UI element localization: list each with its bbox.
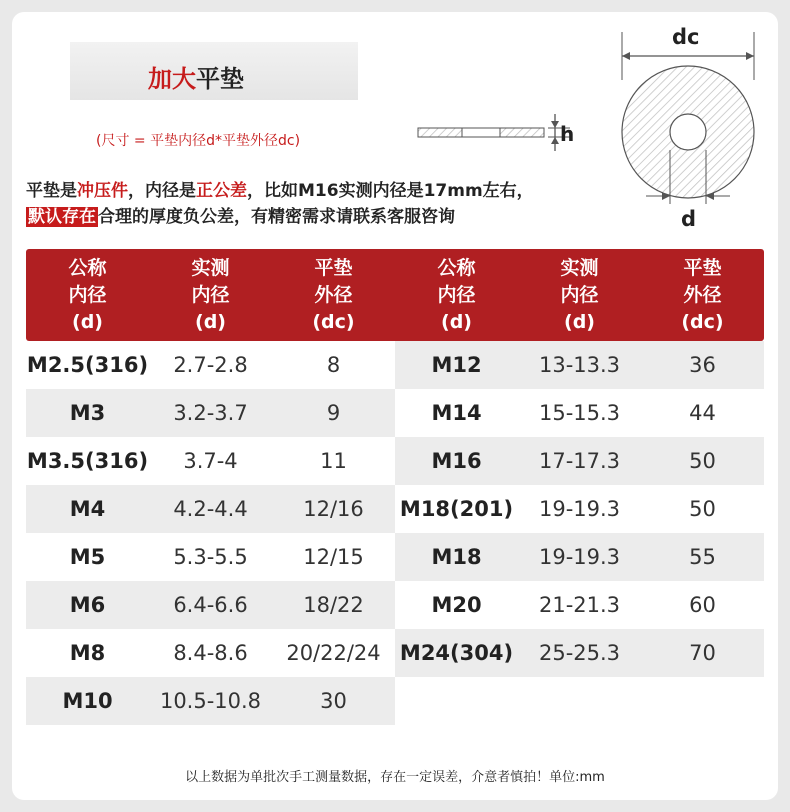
table-header bbox=[26, 249, 764, 341]
header-nominal-inner-left: 公称 内径 (d) bbox=[68, 256, 107, 333]
nominal-size-cell: M3.5(316) bbox=[26, 449, 149, 473]
header-outer-left: 平垫 外径 (dc) bbox=[312, 256, 355, 333]
measured-inner-cell: 13-13.3 bbox=[538, 353, 621, 377]
nominal-size-cell: M16 bbox=[431, 449, 482, 473]
outer-diameter-cell: 12/16 bbox=[303, 497, 364, 521]
measured-inner-cell: 17-17.3 bbox=[538, 449, 621, 473]
measured-inner-cell: 25-25.3 bbox=[538, 641, 621, 665]
washer-top-view bbox=[622, 25, 754, 231]
table-row bbox=[395, 533, 764, 581]
measured-inner-cell: 15-15.3 bbox=[538, 401, 621, 425]
nominal-size-cell: M12 bbox=[431, 353, 482, 377]
table-row bbox=[395, 629, 764, 677]
nominal-size-cell: M2.5(316) bbox=[26, 353, 149, 377]
table-row bbox=[26, 677, 395, 725]
table-row bbox=[395, 581, 764, 629]
table-row bbox=[395, 485, 764, 533]
measured-inner-cell: 10.5-10.8 bbox=[159, 689, 262, 713]
outer-diameter-cell: 12/15 bbox=[303, 545, 364, 569]
nominal-size-cell: M24(304) bbox=[399, 641, 514, 665]
header-measured-inner-left: 实测 内径 (d) bbox=[191, 256, 230, 333]
nominal-size-cell: M3 bbox=[69, 401, 106, 425]
footer-note: 以上数据为单批次手工测量数据，存在一定误差，介意者慎拍！单位:mm bbox=[185, 770, 605, 785]
measured-inner-cell: 8.4-8.6 bbox=[173, 641, 248, 665]
measured-inner-cell: 4.2-4.4 bbox=[173, 497, 248, 521]
nominal-size-cell: M4 bbox=[69, 497, 106, 521]
table-row bbox=[395, 437, 764, 485]
header-nominal-inner-right: 公称 内径 (d) bbox=[437, 256, 476, 333]
outer-diameter-cell: 50 bbox=[689, 497, 716, 521]
outer-diameter-cell: 36 bbox=[689, 353, 716, 377]
outer-diameter-cell: 70 bbox=[689, 641, 716, 665]
measured-inner-cell: 3.7-4 bbox=[183, 449, 238, 473]
measured-inner-cell: 5.3-5.5 bbox=[173, 545, 248, 569]
measured-inner-cell: 2.7-2.8 bbox=[173, 353, 248, 377]
nominal-size-cell: M20 bbox=[431, 593, 482, 617]
size-formula-note: (尺寸 = 平垫内径d*平垫外径dc) bbox=[96, 133, 301, 149]
outer-diameter-cell: 55 bbox=[689, 545, 716, 569]
header-outer-right: 平垫 外径 (dc) bbox=[681, 256, 724, 333]
nominal-size-cell: M6 bbox=[69, 593, 106, 617]
table-row bbox=[26, 629, 395, 677]
outer-diameter-cell: 44 bbox=[689, 401, 716, 425]
outer-diameter-cell: 60 bbox=[689, 593, 716, 617]
measured-inner-cell: 21-21.3 bbox=[538, 593, 621, 617]
d-label: d bbox=[681, 207, 697, 231]
table-row bbox=[26, 389, 395, 437]
tolerance-notice: 平垫是冲压件，内径是正公差，比如M16实测内径是17mm左右， 默认存在 合理的厚度负公差，有精密需求请联系客服咨询 bbox=[26, 181, 534, 227]
nominal-size-cell: M8 bbox=[69, 641, 106, 665]
table-row bbox=[26, 485, 395, 533]
measured-inner-cell: 3.2-3.7 bbox=[173, 401, 248, 425]
page-title: 加大平垫 bbox=[148, 65, 244, 93]
outer-diameter-cell: 11 bbox=[320, 449, 347, 473]
outer-diameter-cell: 20/22/24 bbox=[286, 641, 381, 665]
dc-label: dc bbox=[672, 25, 700, 49]
table-row bbox=[26, 437, 395, 485]
measured-inner-cell: 19-19.3 bbox=[538, 497, 621, 521]
outer-diameter-cell: 18/22 bbox=[303, 593, 364, 617]
measured-inner-cell: 19-19.3 bbox=[538, 545, 621, 569]
outer-diameter-cell: 9 bbox=[326, 401, 341, 425]
h-label: h bbox=[560, 122, 575, 146]
outer-diameter-cell: 30 bbox=[320, 689, 347, 713]
measured-inner-cell: 6.4-6.6 bbox=[173, 593, 248, 617]
table-row bbox=[26, 533, 395, 581]
nominal-size-cell: M18(201) bbox=[399, 497, 514, 521]
nominal-size-cell: M14 bbox=[431, 401, 482, 425]
table-row bbox=[395, 341, 764, 389]
nominal-size-cell: M18 bbox=[431, 545, 482, 569]
nominal-size-cell: M10 bbox=[62, 689, 113, 713]
outer-diameter-cell: 50 bbox=[689, 449, 716, 473]
header-measured-inner-right: 实测 内径 (d) bbox=[560, 256, 599, 333]
table-row bbox=[26, 341, 395, 389]
table-row bbox=[26, 581, 395, 629]
washer-side-view bbox=[418, 114, 574, 151]
table-row bbox=[395, 389, 764, 437]
nominal-size-cell: M5 bbox=[69, 545, 106, 569]
outer-diameter-cell: 8 bbox=[326, 353, 341, 377]
